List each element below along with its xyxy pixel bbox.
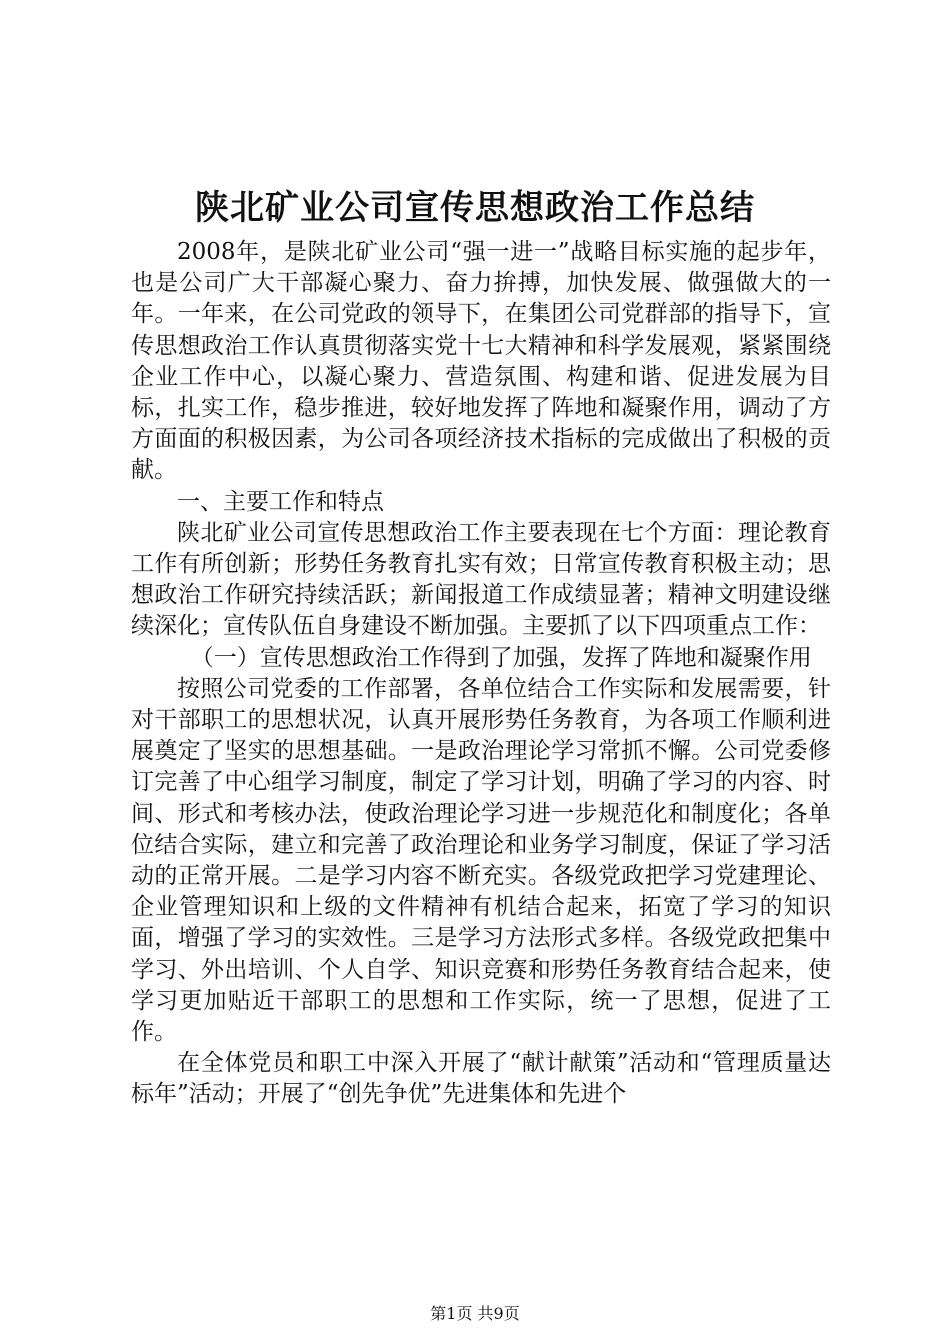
- paragraph-activities: 在全体党员和职工中深入开展了“献计献策”活动和“管理质量达标年”活动；开展了“创先争优”先进集体和先进个: [131, 1050, 831, 1108]
- paragraph-study: 按照公司党委的工作部署，各单位结合工作实际和发展需要，针对干部职工的思想状况，认真开展形势任务教育，为各项工作顺利进展奠定了坚实的思想基础。一是政治理论学习常抓不懈。公司党委修订完善了中心组学习制度，制定了学习计划，明确了学习的内容、时间、形式和考核办法，使政治理论学习进一步规范化和制度化；各单位结合实际，建立和完善了政治理论和业务学习制度，保证了学习活动的正常开展。二是学习内容不断充实。各级党政把学习党建理论、企业管理知识和上级的文件精神有机结合起来，拓宽了学习的知识面，增强了学习的实效性。三是学习方法形式多样。各级党政把集中学习、外出培训、个人自学、知识竞赛和形势任务教育结合起来，使学习更加贴近干部职工的思想和工作实际，统一了思想，促进了工作。: [131, 675, 831, 1046]
- document-title: 陕北矿业公司宣传思想政治工作总结: [195, 188, 755, 228]
- document-body: [131, 237, 831, 1111]
- paragraph-intro: 2008年，是陕北矿业公司“强一进一”战略目标实施的起步年，也是公司广大干部凝心聚力、奋力拚搏，加快发展、做强做大的一年。一年来，在公司党政的领导下，在集团公司党群部的指导下，宣传思想政治工作认真贯彻落实党十七大精神和科学发展观，紧紧围绕企业工作中心，以凝心聚力、营造氛围、构建和谐、促进发展为目标，扎实工作，稳步推进，较好地发挥了阵地和凝聚作用，调动了方方面面的积极因素，为公司各项经济技术指标的完成做出了积极的贡献。: [131, 239, 831, 484]
- paragraph-seven-aspects: 陕北矿业公司宣传思想政治工作主要表现在七个方面：理论教育工作有所创新；形势任务教育扎实有效；日常宣传教育积极主动；思想政治工作研究持续活跃；新闻报道工作成绩显著；精神文明建设继续深化；宣传队伍自身建设不断加强。主要抓了以下四项重点工作：: [131, 519, 831, 640]
- page-footer: 第1页 共9页: [430, 1304, 520, 1323]
- section-heading-main-work: 一、主要工作和特点: [177, 488, 384, 515]
- subsection-heading-1: （一）宣传思想政治工作得到了加强，发挥了阵地和凝聚作用: [190, 644, 812, 671]
